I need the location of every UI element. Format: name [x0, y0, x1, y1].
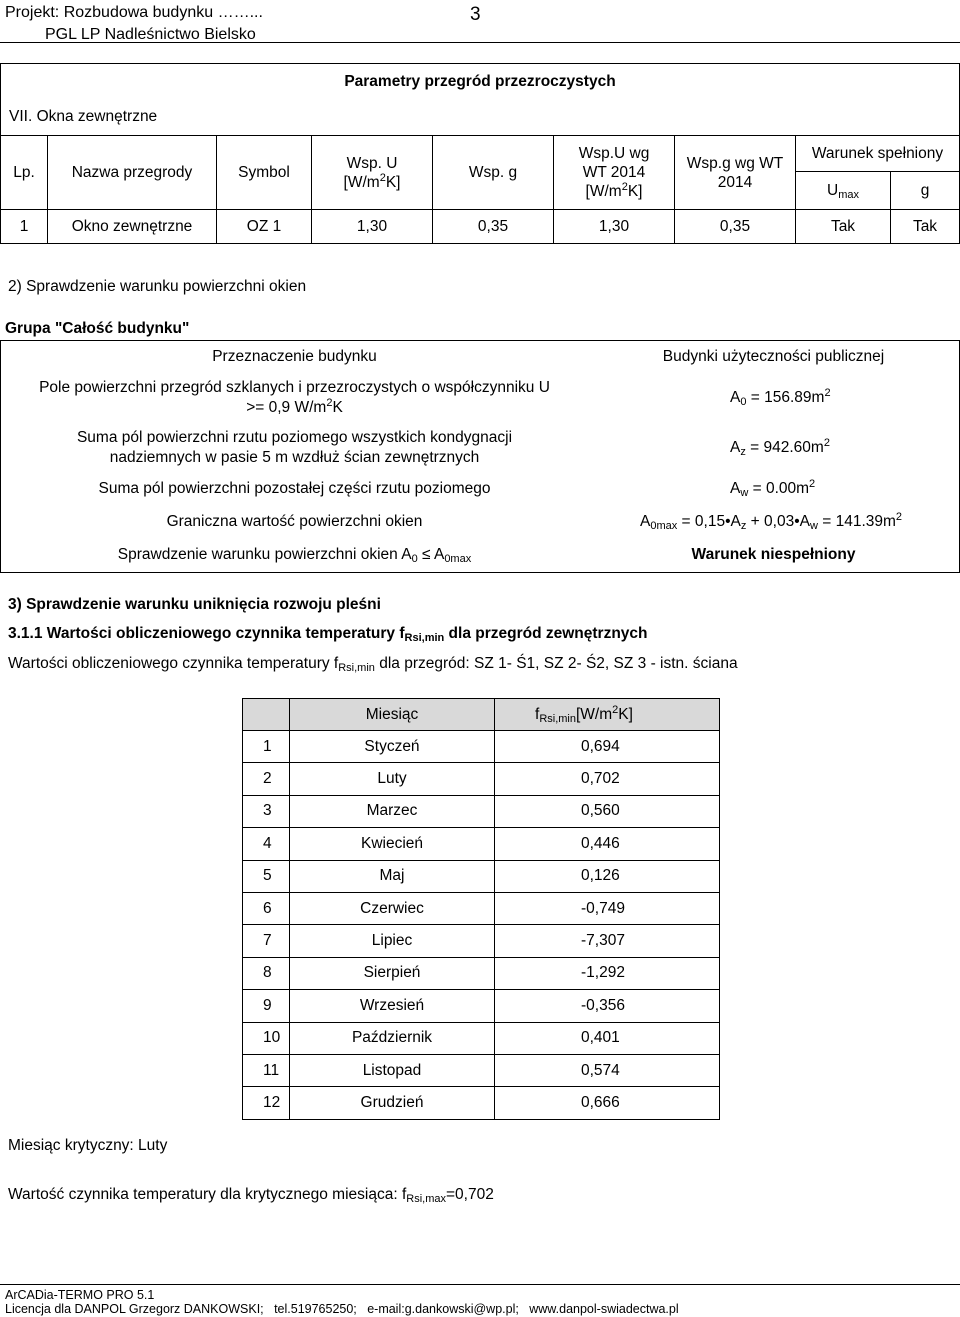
mold-subheading-tail: dla przegród zewnętrznych [444, 625, 648, 642]
mold-subheading [8, 625, 648, 643]
table-row [243, 763, 720, 795]
aw-sym: A [730, 479, 741, 497]
table-row [243, 1087, 720, 1119]
col-u-wt-line1: Wsp.U wg [578, 145, 650, 162]
page-header [5, 2, 263, 46]
a0-label-line1: Pole powierzchni przegród szklanych i przezroczystych o współczynniku U [39, 378, 550, 396]
col-u-wt [554, 136, 675, 210]
table-row [243, 957, 720, 989]
col-g-wt-line2: 2014 [717, 173, 753, 191]
col-g-wt-line1: Wsp.g wg WT [686, 154, 784, 172]
windows-table [0, 63, 960, 244]
col-umax-sub: max [838, 188, 859, 201]
area-heading: 2) Sprawdzenie warunku powierzchni okien [8, 278, 307, 295]
check-sub1: 0max [444, 553, 472, 566]
check-sub0: 0 [411, 553, 418, 566]
col-u-wt-line3: [W/m [585, 183, 622, 200]
az-value [588, 423, 960, 473]
mold-description [8, 655, 738, 673]
table-row [243, 828, 720, 860]
mold-heading: 3) Sprawdzenie warunku uniknięcia rozwoju pleśni [8, 596, 381, 613]
month-name: Marzec [290, 795, 495, 827]
month-table [242, 698, 720, 1120]
limit-f2-sub: w [809, 519, 818, 532]
month-number: 1 [243, 731, 290, 763]
col-wsp-u-sup: 2 [379, 171, 386, 184]
month-name: Sierpień [290, 957, 495, 989]
month-number: 4 [243, 828, 290, 860]
col-umax-main: U [827, 181, 839, 199]
a0-sym: A [730, 388, 741, 406]
col-g-wt [675, 136, 796, 210]
footer-rule [0, 1284, 960, 1285]
month-f-value: 0,702 [495, 763, 720, 795]
a0-sub: 0 [740, 395, 747, 408]
table-row [243, 925, 720, 957]
critical-month: Miesiąc krytyczny: Luty [8, 1137, 168, 1154]
limit-sub: 0max [650, 519, 678, 532]
col-lp: Lp. [1, 136, 48, 210]
area-check-table [0, 340, 960, 573]
project-line: Projekt: Rozbudowa budynku ……... [5, 4, 263, 21]
col-wsp-u [312, 136, 433, 210]
col-g: g [891, 172, 960, 210]
row-u-wt: 1,30 [554, 210, 675, 244]
a0-label-line2: >= 0,9 W/m [246, 398, 327, 416]
table-row [243, 990, 720, 1022]
col-wsp-u-line2: [W/m [343, 173, 380, 191]
aw-value [588, 473, 960, 505]
row-g: 0,35 [433, 210, 554, 244]
row-u: 1,30 [312, 210, 433, 244]
col-u-wt-sup: 2 [621, 181, 628, 193]
mold-desc-text: Wartości obliczeniowego czynnika temperatury f [8, 655, 339, 672]
month-number: 8 [243, 957, 290, 989]
month-table-header [243, 699, 720, 731]
group-title: Grupa "Całość budynku" [5, 320, 190, 337]
page-number: 3 [470, 4, 481, 25]
mold-subheading-text: 3.1.1 Wartości obliczeniowego czynnika temperatury f [8, 625, 405, 642]
row-name: Okno zewnętrzne [48, 210, 217, 244]
check-op: ≤ A [417, 546, 445, 564]
windows-section: VII. Okna zewnętrzne [1, 100, 960, 136]
month-f-value: -0,749 [495, 892, 720, 924]
col-wsp-u-line3: K] [385, 173, 401, 191]
check-result: Warunek niespełniony [691, 546, 856, 564]
check-text: Sprawdzenie warunku powierzchni okien A [117, 546, 412, 564]
month-name: Wrzesień [290, 990, 495, 1022]
col-condition: Warunek spełniony [796, 136, 960, 172]
limit-sym: A [640, 512, 651, 530]
critical-value-number: =0,702 [446, 1186, 494, 1203]
month-f-value: 0,574 [495, 1054, 720, 1086]
month-f-value: -7,307 [495, 925, 720, 957]
month-f-value: 0,446 [495, 828, 720, 860]
limit-f3: = 141.39m [817, 512, 896, 530]
month-name: Lipiec [290, 925, 495, 957]
header-f-sub: Rsi,min [539, 712, 576, 725]
limit-sup: 2 [895, 510, 903, 523]
month-number: 11 [243, 1054, 290, 1086]
limit-f1-sub: z [740, 519, 747, 532]
month-f-value: 0,560 [495, 795, 720, 827]
critical-value [8, 1186, 494, 1204]
limit-label: Graniczna wartość powierzchni okien [166, 512, 423, 530]
month-number: 2 [243, 763, 290, 795]
table-row [243, 1054, 720, 1086]
header-f-unit: [W/m [575, 705, 613, 723]
limit-f1: = 0,15•A [677, 512, 741, 530]
az-sup: 2 [823, 436, 830, 449]
mold-subheading-sub: Rsi,min [404, 632, 445, 644]
aw-sub: w [740, 486, 749, 499]
limit-f2: + 0,03•A [746, 512, 810, 530]
header-empty [243, 699, 290, 731]
month-f-value: 0,694 [495, 731, 720, 763]
a0-number: = 156.89m [746, 388, 825, 406]
aw-number: = 0.00m [748, 479, 810, 497]
table-row [243, 731, 720, 763]
table-row [243, 1022, 720, 1054]
col-symbol: Symbol [217, 136, 312, 210]
purpose-value: Budynki użyteczności publicznej [662, 347, 885, 365]
a0-label-sup: 2 [326, 396, 333, 409]
month-number: 12 [243, 1087, 290, 1119]
header-month: Miesiąc [290, 699, 495, 731]
mold-desc-sub: Rsi,min [338, 662, 375, 674]
month-number: 7 [243, 925, 290, 957]
a0-sup: 2 [824, 386, 831, 399]
header-f-main: f [535, 705, 540, 723]
month-name: Kwiecień [290, 828, 495, 860]
az-sub: z [740, 445, 746, 458]
aw-sup: 2 [809, 477, 816, 490]
header-f-unit-end: K] [618, 705, 633, 723]
header-f [495, 699, 720, 731]
month-name: Listopad [290, 1054, 495, 1086]
az-label-line2: nadziemnych w pasie 5 m wzdłuż ścian zewnętrznych [109, 448, 480, 466]
az-label-line1: Suma pól powierzchni rzutu poziomego wszystkich kondygnacji [76, 428, 513, 446]
table-row [243, 892, 720, 924]
month-f-value: 0,666 [495, 1087, 720, 1119]
critical-value-sub: Rsi,max [406, 1193, 446, 1205]
aw-label: Suma pól powierzchni pozostałej części rzutu poziomego [98, 479, 491, 497]
a0-label-line3: K [332, 398, 343, 416]
col-wsp-u-line1: Wsp. U [346, 154, 398, 172]
col-umax [796, 172, 891, 210]
month-f-value: -1,292 [495, 957, 720, 989]
footer-software: ArCADia-TERMO PRO 5.1 [5, 1288, 155, 1302]
row-ok-u: Tak [796, 210, 891, 244]
month-number: 9 [243, 990, 290, 1022]
header-rule [0, 42, 960, 43]
table-row [243, 795, 720, 827]
col-name: Nazwa przegrody [48, 136, 217, 210]
mold-desc-tail: dla przegród: SZ 1- Ś1, SZ 2- Ś2, SZ 3 - istn. ściana [374, 655, 738, 672]
month-name: Październik [290, 1022, 495, 1054]
col-u-wt-line2: WT 2014 [582, 164, 646, 181]
windows-title: Parametry przegród przezroczystych [1, 64, 960, 100]
month-number: 6 [243, 892, 290, 924]
month-name: Luty [290, 763, 495, 795]
table-row [1, 210, 960, 244]
col-u-wt-line4: K] [627, 183, 643, 200]
critical-value-text: Wartość czynnika temperatury dla krytycznego miesiąca: f [8, 1186, 407, 1203]
client-line: PGL LP Nadleśnictwo Bielsko [45, 26, 256, 43]
row-lp: 1 [1, 210, 48, 244]
month-f-value: 0,126 [495, 860, 720, 892]
month-f-value: 0,401 [495, 1022, 720, 1054]
row-ok-g: Tak [891, 210, 960, 244]
table-row [243, 860, 720, 892]
az-label [1, 423, 589, 473]
month-name: Styczeń [290, 731, 495, 763]
az-number: = 942.60m [745, 438, 824, 456]
month-number: 10 [243, 1022, 290, 1054]
purpose-label: Przeznaczenie budynku [212, 347, 377, 365]
footer-license: Licencja dla DANPOL Grzegorz DANKOWSKI; tel.519765250; e-mail:g.dankowski@wp.pl; www.danpol-swiadectwa.pl [5, 1302, 679, 1316]
col-wsp-g: Wsp. g [433, 136, 554, 210]
month-name: Grudzień [290, 1087, 495, 1119]
month-name: Czerwiec [290, 892, 495, 924]
month-number: 3 [243, 795, 290, 827]
row-symbol: OZ 1 [217, 210, 312, 244]
month-name: Maj [290, 860, 495, 892]
month-number: 5 [243, 860, 290, 892]
a0-label [1, 373, 589, 423]
limit-value [588, 505, 960, 539]
a0-value [588, 373, 960, 423]
header-f-sup: 2 [612, 703, 619, 716]
az-sym: A [730, 438, 741, 456]
check-label [1, 539, 589, 573]
row-g-wt: 0,35 [675, 210, 796, 244]
month-f-value: -0,356 [495, 990, 720, 1022]
